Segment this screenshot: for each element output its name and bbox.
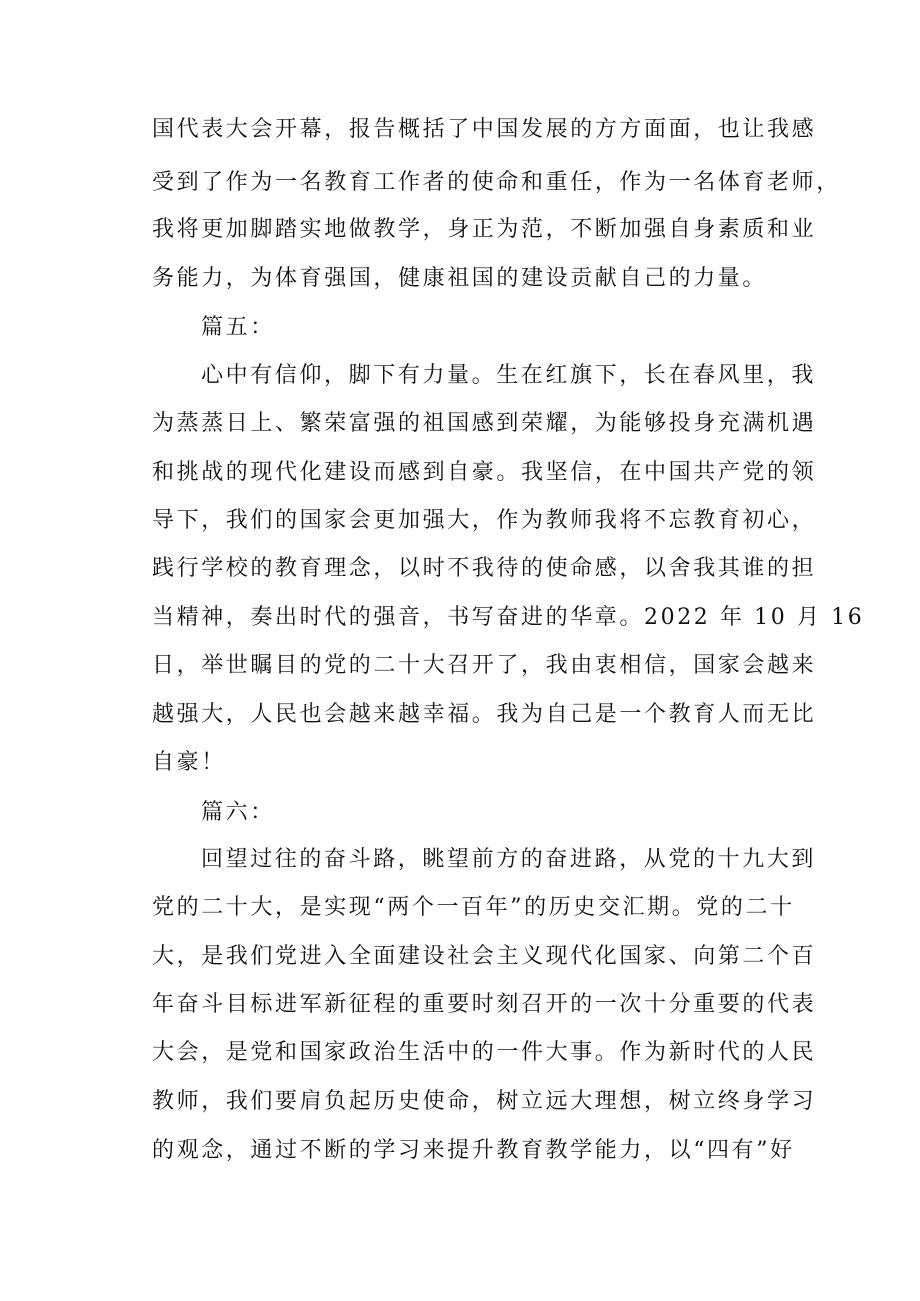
- paragraph-line-17: 年奋斗目标进军新征程的重要时刻召开的一次十分重要的代表: [152, 992, 817, 1017]
- paragraph-line-13: 自豪！: [152, 750, 226, 775]
- paragraph-line-4: 务能力，为体育强国，健康祖国的建设贡献自己的力量。: [152, 266, 768, 291]
- section-heading-6: 篇六：: [201, 800, 275, 825]
- paragraph-line-14: 回望过往的奋斗路，眺望前方的奋进路，从党的十九大到: [201, 847, 817, 872]
- paragraph-line-7: 和挑战的现代化建设而感到自豪。我坚信，在中国共产党的领: [152, 460, 817, 485]
- paragraph-line-18: 大会，是党和国家政治生活中的一件大事。作为新时代的人民: [152, 1040, 817, 1065]
- paragraph-line-8: 导下，我们的国家会更加强大，作为教师我将不忘教育初心，: [152, 508, 817, 533]
- paragraph-line-10: 当精神，奏出时代的强音，书写奋进的华章。2022 年 10 月 16: [152, 605, 865, 630]
- paragraph-line-2: 受到了作为一名教育工作者的使命和重任，作为一名体育老师，: [152, 170, 841, 195]
- paragraph-line-19: 教师，我们要肩负起历史使命，树立远大理想，树立终身学习: [152, 1089, 817, 1114]
- paragraph-line-15: 党的二十大，是实现“两个一百年”的历史交汇期。党的二十: [152, 895, 795, 920]
- paragraph-line-12: 越强大，人民也会越来越幸福。我为自己是一个教育人而无比: [152, 702, 817, 727]
- paragraph-line-6: 为蒸蒸日上、繁荣富强的祖国感到荣耀，为能够投身充满机遇: [152, 411, 817, 436]
- section-heading-5: 篇五：: [201, 315, 275, 340]
- paragraph-line-5: 心中有信仰，脚下有力量。生在红旗下，长在春风里，我: [201, 363, 817, 388]
- paragraph-line-3: 我将更加脚踏实地做教学，身正为范，不断加强自身素质和业: [152, 217, 817, 242]
- paragraph-line-16: 大，是我们党进入全面建设社会主义现代化国家、向第二个百: [152, 944, 817, 969]
- paragraph-line-1: 国代表大会开幕，报告概括了中国发展的方方面面，也让我感: [152, 117, 817, 142]
- paragraph-line-9: 践行学校的教育理念，以时不我待的使命感，以舍我其谁的担: [152, 556, 817, 581]
- paragraph-line-11: 日，举世瞩目的党的二十大召开了，我由衷相信，国家会越来: [152, 653, 817, 678]
- paragraph-line-20: 的观念，通过不断的学习来提升教育教学能力，以“四有”好: [152, 1138, 795, 1163]
